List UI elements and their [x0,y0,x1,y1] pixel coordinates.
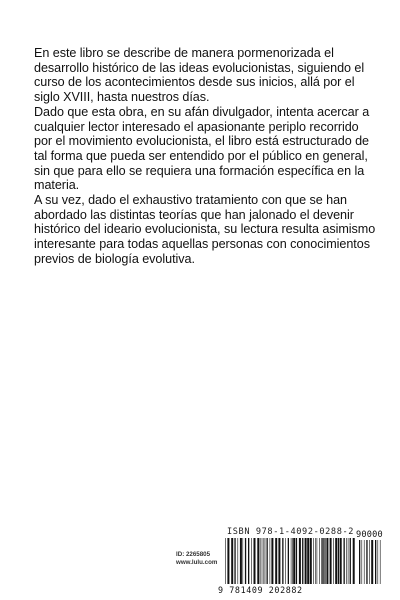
ean-barcode-icon [224,538,357,584]
barcode-bar [325,538,326,584]
blurb-paragraph-1: En este libro se describe de manera pormenorizada el desarrollo histórico de las ideas evolucionistas, siguiendo el curso de los acontecimientos desde sus inicios, allá por el siglo XVIII, hasta nuestros días. [34,46,365,105]
barcode-bar [282,538,283,584]
barcode-bar [264,538,265,584]
barcode-bar [296,538,297,584]
barcode-bar [248,538,249,584]
blurb-paragraph-2: Dado que esta obra, en su afán divulgador, intenta acercar a cualquier lector interesado el apasionante periplo recorrido por el movimiento evolucionista, el libro está estructurado de tal forma que pueda ser entendido por el público en general, sin que para ello se requiera una formación específica en la materia. [34,104,370,193]
barcode-bar [270,538,271,584]
addon-digits: 90000 [356,530,383,540]
barcode-bar [251,538,252,584]
barcode-bar [319,538,320,584]
barcode-bar [240,538,242,584]
barcode-bar [291,538,292,584]
barcode-bar [344,538,345,584]
barcode-bar [293,538,295,584]
barcode-bar [362,540,363,584]
barcode-bar [257,538,259,584]
barcode-bar [366,540,367,584]
barcode-bar [335,538,337,584]
barcode-bar [299,538,301,584]
barcode-bar [364,540,365,584]
barcode-bar [378,540,379,584]
barcode-bar [254,538,256,584]
barcode-bar [323,538,324,584]
barcode-bar [302,538,303,584]
barcode-bar [321,538,322,584]
barcode-bar [265,538,266,584]
barcode-bar [330,538,332,584]
blurb-paragraph-3: A su vez, dado el exhaustivo tratamiento con que se han abordado las distintas teorías que han jalonado el devenir histórico del ideario evolucionista, su lectura resulta asimismo interesante para todas aquellas personas con conocimientos previos de biología evolutiva. [34,193,376,266]
barcode-bar [260,538,261,584]
barcode-bar [350,538,351,584]
barcode-bar [234,538,235,584]
barcode-bar [359,540,360,584]
barcode-bar [225,538,226,584]
barcode-bar [326,538,328,584]
barcode-bar [346,538,347,584]
barcode-bar [333,538,334,584]
barcode-bar [348,538,349,584]
barcode-bar [292,538,293,584]
barcode-bar [307,538,309,584]
isbn-label: ISBN 978-1-4092-0288-2 [227,527,355,537]
barcode-bar [340,538,342,584]
barcode-bar [278,538,280,584]
barcode-bar [305,538,307,584]
barcode-bar [262,538,263,584]
barcode-bar [353,538,355,584]
barcode-bar [310,538,312,584]
publisher-id-label [176,551,217,567]
barcode-bar [380,540,381,584]
barcode-bar [243,538,244,584]
barcode-bar [313,538,314,584]
barcode-bar [317,538,318,584]
ean-digits: 9 781409 202882 [218,585,303,595]
barcode-bar [315,538,316,584]
lulu-url: www.lulu.com [176,559,218,566]
addon-barcode-icon [358,540,384,584]
barcode-bar [267,538,268,584]
barcode-bar [227,538,229,584]
barcode-bar [285,538,286,584]
barcode-bar [245,538,246,584]
barcode-bar [338,538,339,584]
barcode-bar [375,540,376,584]
barcode-bar [231,538,233,584]
barcode-bar [271,538,273,584]
barcode-bar [275,538,277,584]
barcode-bar [238,538,239,584]
barcode-bar [371,540,373,584]
barcode-bar [369,540,370,584]
barcode-bar [288,538,289,584]
lulu-id: ID: 2265805 [176,551,211,558]
